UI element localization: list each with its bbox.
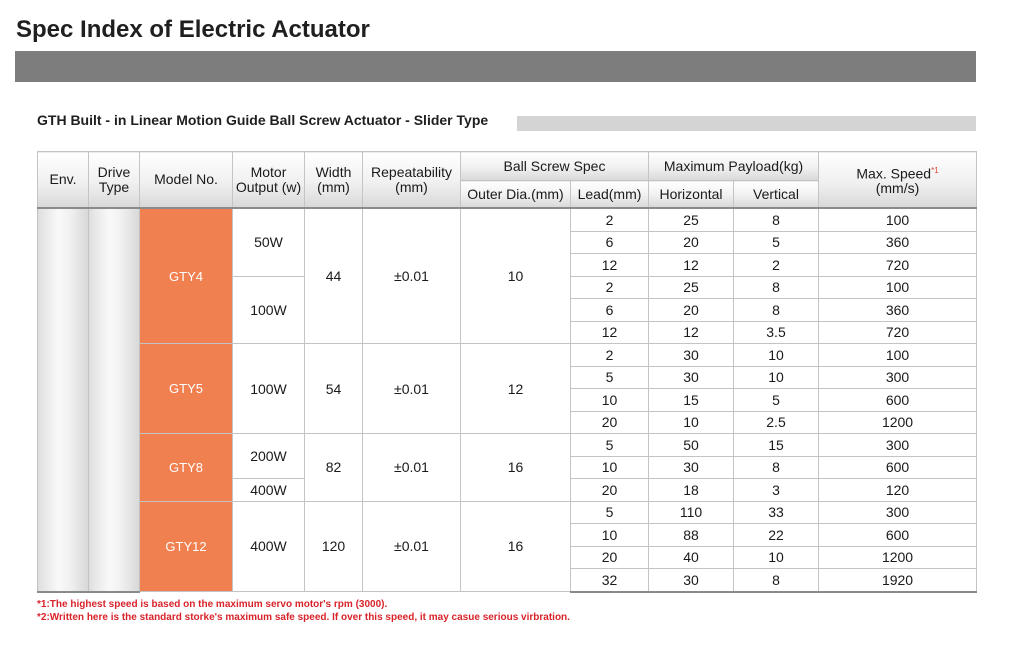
outer-dia-cell: 16 bbox=[461, 434, 571, 502]
horizontal-cell: 18 bbox=[649, 479, 734, 502]
motor-output-cell: 400W bbox=[233, 501, 305, 592]
spec-table-body bbox=[38, 208, 977, 592]
section-title: GTH Built - in Linear Motion Guide Ball Screw Actuator - Slider Type bbox=[37, 112, 489, 128]
motor-output-cell: 50W bbox=[233, 208, 305, 276]
footnote-1: *1:The highest speed is based on the maximum servo motor's rpm (3000). bbox=[37, 599, 388, 610]
horizontal-cell: 25 bbox=[649, 208, 734, 231]
lead-cell: 6 bbox=[571, 231, 649, 254]
vertical-cell: 3.5 bbox=[734, 321, 819, 344]
header-width: Width (mm) bbox=[305, 152, 363, 209]
lead-cell: 10 bbox=[571, 456, 649, 479]
table-row bbox=[38, 501, 977, 524]
lead-cell: 12 bbox=[571, 254, 649, 277]
motor-output-cell: 400W bbox=[233, 479, 305, 502]
lead-cell: 10 bbox=[571, 524, 649, 547]
lead-cell: 2 bbox=[571, 276, 649, 299]
outer-dia-cell: 12 bbox=[461, 344, 571, 434]
horizontal-cell: 12 bbox=[649, 321, 734, 344]
drive-type-cell bbox=[89, 208, 140, 592]
header-max-speed bbox=[819, 152, 977, 209]
horizontal-cell: 10 bbox=[649, 411, 734, 434]
speed-cell: 1200 bbox=[819, 411, 977, 434]
outer-dia-cell: 10 bbox=[461, 208, 571, 344]
motor-output-cell: 100W bbox=[233, 276, 305, 344]
width-cell: 44 bbox=[305, 208, 363, 344]
vertical-cell: 8 bbox=[734, 208, 819, 231]
horizontal-cell: 30 bbox=[649, 569, 734, 592]
speed-cell: 100 bbox=[819, 344, 977, 367]
speed-cell: 720 bbox=[819, 321, 977, 344]
header-drive-type: Drive Type bbox=[89, 152, 140, 209]
width-cell: 54 bbox=[305, 344, 363, 434]
motor-output-cell: 100W bbox=[233, 344, 305, 434]
vertical-cell: 2 bbox=[734, 254, 819, 277]
vertical-cell: 10 bbox=[734, 344, 819, 367]
speed-cell: 1920 bbox=[819, 569, 977, 592]
model-cell: GTY4 bbox=[140, 208, 233, 344]
lead-cell: 2 bbox=[571, 208, 649, 231]
env-cell bbox=[38, 208, 89, 592]
table-row bbox=[38, 344, 977, 367]
horizontal-cell: 20 bbox=[649, 299, 734, 322]
lead-cell: 32 bbox=[571, 569, 649, 592]
lead-cell: 20 bbox=[571, 479, 649, 502]
vertical-cell: 8 bbox=[734, 569, 819, 592]
model-cell: GTY12 bbox=[140, 501, 233, 592]
model-cell: GTY5 bbox=[140, 344, 233, 434]
spec-table bbox=[37, 151, 977, 593]
model-cell: GTY8 bbox=[140, 434, 233, 502]
speed-cell: 720 bbox=[819, 254, 977, 277]
speed-cell: 100 bbox=[819, 276, 977, 299]
speed-cell: 100 bbox=[819, 208, 977, 231]
header-model-no: Model No. bbox=[140, 152, 233, 209]
vertical-cell: 33 bbox=[734, 501, 819, 524]
vertical-cell: 10 bbox=[734, 366, 819, 389]
width-cell: 82 bbox=[305, 434, 363, 502]
horizontal-cell: 40 bbox=[649, 546, 734, 569]
header-vertical: Vertical bbox=[734, 181, 819, 209]
footnote-2: *2:Written here is the standard storke's maximum safe speed. If over this speed, it may casue serious virbration. bbox=[37, 612, 570, 623]
vertical-cell: 10 bbox=[734, 546, 819, 569]
header-ball-screw-spec: Ball Screw Spec bbox=[461, 152, 649, 181]
outer-dia-cell: 16 bbox=[461, 501, 571, 592]
table-row bbox=[38, 434, 977, 457]
speed-cell: 600 bbox=[819, 389, 977, 412]
horizontal-cell: 30 bbox=[649, 366, 734, 389]
header-max-speed-footnote-mark: *1 bbox=[931, 165, 939, 175]
lead-cell: 2 bbox=[571, 344, 649, 367]
motor-output-cell: 200W bbox=[233, 434, 305, 479]
horizontal-cell: 15 bbox=[649, 389, 734, 412]
vertical-cell: 8 bbox=[734, 276, 819, 299]
speed-cell: 360 bbox=[819, 299, 977, 322]
lead-cell: 20 bbox=[571, 411, 649, 434]
horizontal-cell: 25 bbox=[649, 276, 734, 299]
header-horizontal: Horizontal bbox=[649, 181, 734, 209]
vertical-cell: 22 bbox=[734, 524, 819, 547]
speed-cell: 300 bbox=[819, 366, 977, 389]
vertical-cell: 8 bbox=[734, 456, 819, 479]
speed-cell: 600 bbox=[819, 456, 977, 479]
speed-cell: 600 bbox=[819, 524, 977, 547]
lead-cell: 5 bbox=[571, 501, 649, 524]
header-max-payload: Maximum Payload(kg) bbox=[649, 152, 819, 181]
speed-cell: 300 bbox=[819, 434, 977, 457]
header-repeatability: Repeatability (mm) bbox=[363, 152, 461, 209]
header-lead: Lead(mm) bbox=[571, 181, 649, 209]
horizontal-cell: 20 bbox=[649, 231, 734, 254]
repeatability-cell: ±0.01 bbox=[363, 501, 461, 592]
horizontal-cell: 30 bbox=[649, 344, 734, 367]
vertical-cell: 5 bbox=[734, 389, 819, 412]
vertical-cell: 15 bbox=[734, 434, 819, 457]
speed-cell: 360 bbox=[819, 231, 977, 254]
header-motor-output: Motor Output (w) bbox=[233, 152, 305, 209]
width-cell: 120 bbox=[305, 501, 363, 592]
title-band bbox=[15, 51, 976, 82]
lead-cell: 10 bbox=[571, 389, 649, 412]
header-max-speed-label: Max. Speed bbox=[856, 165, 932, 182]
speed-cell: 300 bbox=[819, 501, 977, 524]
header-max-speed-unit: (mm/s) bbox=[875, 180, 920, 197]
speed-cell: 1200 bbox=[819, 546, 977, 569]
horizontal-cell: 110 bbox=[649, 501, 734, 524]
header-env: Env. bbox=[38, 152, 89, 209]
horizontal-cell: 12 bbox=[649, 254, 734, 277]
vertical-cell: 2.5 bbox=[734, 411, 819, 434]
lead-cell: 5 bbox=[571, 434, 649, 457]
repeatability-cell: ±0.01 bbox=[363, 434, 461, 502]
horizontal-cell: 30 bbox=[649, 456, 734, 479]
horizontal-cell: 50 bbox=[649, 434, 734, 457]
vertical-cell: 5 bbox=[734, 231, 819, 254]
lead-cell: 5 bbox=[571, 366, 649, 389]
footnotes bbox=[37, 598, 570, 624]
speed-cell: 120 bbox=[819, 479, 977, 502]
horizontal-cell: 88 bbox=[649, 524, 734, 547]
lead-cell: 6 bbox=[571, 299, 649, 322]
page-title: Spec Index of Electric Actuator bbox=[16, 16, 370, 43]
repeatability-cell: ±0.01 bbox=[363, 208, 461, 344]
repeatability-cell: ±0.01 bbox=[363, 344, 461, 434]
vertical-cell: 3 bbox=[734, 479, 819, 502]
lead-cell: 12 bbox=[571, 321, 649, 344]
vertical-cell: 8 bbox=[734, 299, 819, 322]
lead-cell: 20 bbox=[571, 546, 649, 569]
table-row bbox=[38, 208, 977, 231]
header-outer-dia: Outer Dia.(mm) bbox=[461, 181, 571, 209]
section-bar bbox=[517, 116, 976, 131]
